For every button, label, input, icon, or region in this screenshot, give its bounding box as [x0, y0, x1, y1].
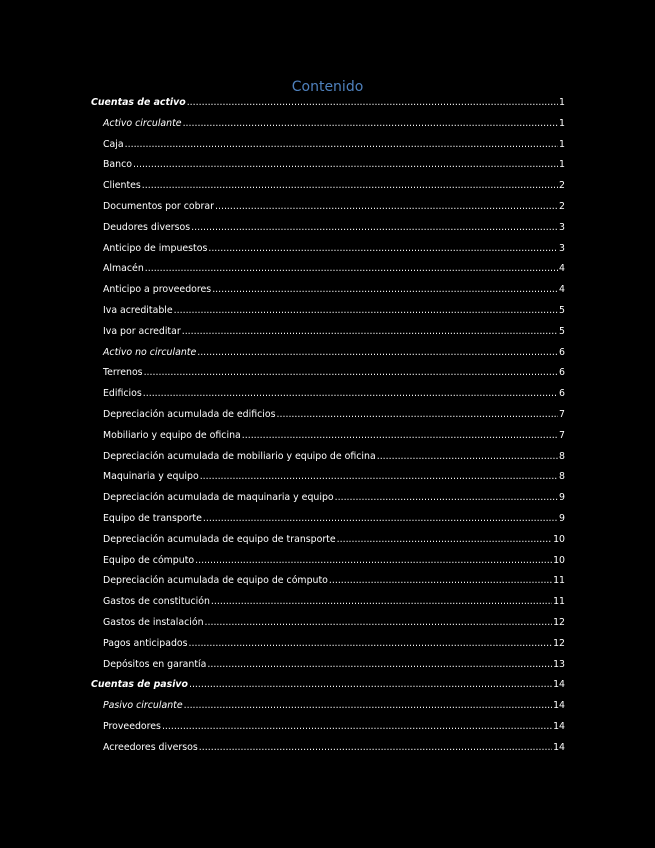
toc-entry[interactable] — [103, 387, 565, 401]
dot-leader — [377, 450, 558, 464]
toc-entry-page-number: 13 — [553, 658, 565, 670]
toc-entry-page-number: 7 — [559, 429, 565, 441]
toc-entry-label: Cuentas de pasivo — [91, 679, 188, 691]
toc-entry-page-number: 3 — [559, 242, 565, 254]
toc-entry[interactable] — [103, 242, 565, 256]
toc-entry[interactable] — [103, 512, 565, 526]
toc-entry-label: Equipo de transporte — [103, 513, 202, 524]
toc-entry-page-number: 6 — [559, 346, 565, 358]
toc-entry-label: Activo no circulante — [103, 346, 197, 358]
toc-entry-label: Gastos de instalación — [103, 617, 204, 628]
toc-entry-page-number: 9 — [559, 513, 565, 524]
toc-entry-page-number: 1 — [559, 117, 565, 129]
toc-entry-page-number: 14 — [553, 700, 565, 712]
dot-leader — [195, 554, 552, 568]
dot-leader — [215, 200, 558, 214]
toc-entry-label: Depreciación acumulada de maquinaria y equipo — [103, 492, 334, 504]
toc-entry-page-number: 14 — [553, 721, 565, 732]
dot-leader — [187, 96, 558, 110]
toc-entry[interactable] — [103, 138, 565, 152]
dot-leader — [200, 470, 558, 484]
toc-entry[interactable] — [103, 450, 565, 464]
toc-entry[interactable] — [103, 408, 565, 422]
toc-entry-page-number: 9 — [559, 492, 565, 504]
toc-entry[interactable] — [103, 346, 565, 360]
toc-entry-page-number: 4 — [559, 284, 565, 296]
toc-entry-page-number: 14 — [553, 741, 565, 753]
toc-title: Contenido — [291, 79, 364, 95]
toc-entry-page-number: 8 — [559, 450, 565, 462]
toc-entry-page-number: 11 — [553, 575, 565, 587]
toc-entry-label: Proveedores — [103, 721, 161, 732]
toc-entry-label: Acreedores diversos — [103, 741, 198, 753]
toc-entry-page-number: 12 — [553, 637, 565, 649]
toc-entry-label: Iva acreditable — [103, 305, 173, 316]
toc-entry[interactable] — [91, 96, 565, 110]
toc-entry-page-number: 11 — [553, 596, 565, 608]
dot-leader — [203, 512, 558, 526]
toc-entry-page-number: 2 — [559, 201, 565, 212]
toc-entry[interactable] — [103, 533, 565, 547]
toc-entry-label: Iva por acreditar — [103, 325, 181, 337]
toc-entry-page-number: 1 — [559, 138, 565, 150]
dot-leader — [145, 262, 558, 276]
toc-entry-label: Depreciación acumulada de mobiliario y equipo de oficina — [103, 450, 376, 462]
dot-leader — [182, 325, 558, 339]
toc-entry-page-number: 12 — [553, 617, 565, 628]
toc-entry-label: Pagos anticipados — [103, 637, 188, 649]
toc-entry[interactable] — [103, 720, 565, 734]
dot-leader — [212, 283, 558, 297]
toc-entry[interactable] — [103, 366, 565, 380]
toc-entry-label: Clientes — [103, 180, 141, 192]
toc-entry-page-number: 14 — [553, 679, 565, 691]
dot-leader — [184, 699, 552, 713]
dot-leader — [205, 616, 553, 630]
toc-entry-page-number: 5 — [559, 325, 565, 337]
dot-leader — [183, 117, 558, 131]
dot-leader — [144, 366, 558, 380]
toc-entry-label: Anticipo de impuestos — [103, 242, 208, 254]
toc-entry[interactable] — [103, 637, 565, 651]
dot-leader — [337, 533, 552, 547]
dot-leader — [335, 491, 558, 505]
dot-leader — [162, 720, 552, 734]
toc-entry-page-number: 8 — [559, 471, 565, 483]
dot-leader — [125, 138, 558, 152]
toc-entry[interactable] — [103, 574, 565, 588]
toc-entry-label: Equipo de cómputo — [103, 554, 195, 566]
toc-entry-label: Depreciación acumulada de equipo de cómputo — [103, 575, 328, 587]
dot-leader — [277, 408, 559, 422]
toc-entry[interactable] — [103, 429, 565, 443]
toc-entry[interactable] — [103, 304, 565, 318]
toc-entry-label: Almacén — [103, 263, 144, 275]
dot-leader — [143, 387, 558, 401]
toc-entry-page-number: 2 — [559, 180, 565, 192]
toc-entry[interactable] — [103, 699, 565, 713]
toc-entry-page-number: 10 — [553, 533, 565, 545]
toc-entry-page-number: 7 — [559, 409, 565, 420]
toc-entry-label: Depreciación acumulada de edificios — [103, 409, 276, 420]
dot-leader — [199, 741, 552, 755]
dot-leader — [142, 179, 558, 193]
dot-leader — [191, 221, 558, 235]
toc-entry-page-number: 1 — [559, 97, 565, 108]
dot-leader — [208, 242, 558, 256]
toc-entry-label: Edificios — [103, 388, 142, 400]
toc-entry-label: Deudores diversos — [103, 221, 191, 233]
toc-entry-label: Terrenos — [103, 367, 143, 379]
toc-entry[interactable] — [103, 595, 565, 609]
toc-entry-page-number: 4 — [559, 263, 565, 275]
toc-entry-label: Cuentas de activo — [91, 97, 186, 108]
toc-entry-label: Gastos de constitución — [103, 596, 210, 608]
toc-entry[interactable] — [103, 491, 565, 505]
toc-entry[interactable] — [103, 283, 565, 297]
dot-leader — [329, 574, 552, 588]
dot-leader — [189, 678, 552, 692]
toc-entry-page-number: 3 — [559, 221, 565, 233]
toc-entry[interactable] — [103, 616, 565, 630]
toc-entry[interactable] — [103, 325, 565, 339]
toc-entry[interactable] — [103, 179, 565, 193]
toc-entry-page-number: 1 — [559, 159, 565, 171]
dot-leader — [242, 429, 558, 443]
toc-entry-label: Depreciación acumulada de equipo de transporte — [103, 533, 336, 545]
dot-leader — [197, 346, 558, 360]
toc-entry[interactable] — [103, 117, 565, 131]
dot-leader — [211, 595, 552, 609]
dot-leader — [174, 304, 558, 318]
toc-entry-label: Caja — [103, 138, 124, 150]
toc-entry-page-number: 6 — [559, 388, 565, 400]
toc-entry[interactable] — [103, 741, 565, 755]
toc-entry[interactable] — [103, 554, 565, 568]
toc-entry[interactable] — [103, 158, 565, 172]
toc-entry[interactable] — [103, 470, 565, 484]
toc-entry-label: Maquinaria y equipo — [103, 471, 199, 483]
toc-entry[interactable] — [91, 678, 565, 692]
toc-entry[interactable] — [103, 262, 565, 276]
toc-entry-page-number: 5 — [559, 305, 565, 316]
dot-leader — [207, 658, 552, 672]
toc-entry-page-number: 6 — [559, 367, 565, 379]
toc-entry-page-number: 10 — [553, 554, 565, 566]
toc-entry[interactable] — [103, 200, 565, 214]
toc-entry-label: Mobiliario y equipo de oficina — [103, 429, 241, 441]
dot-leader — [189, 637, 553, 651]
toc-entry[interactable] — [103, 658, 565, 672]
toc-entry-label: Pasivo circulante — [103, 700, 183, 712]
toc-entry-label: Depósitos en garantía — [103, 658, 207, 670]
toc-entry-label: Banco — [103, 159, 133, 171]
toc-entry-label: Documentos por cobrar — [103, 201, 214, 212]
toc-entry[interactable] — [103, 221, 565, 235]
toc-entry-label: Activo circulante — [103, 117, 182, 129]
dot-leader — [133, 158, 558, 172]
toc-entry-label: Anticipo a proveedores — [103, 284, 212, 296]
